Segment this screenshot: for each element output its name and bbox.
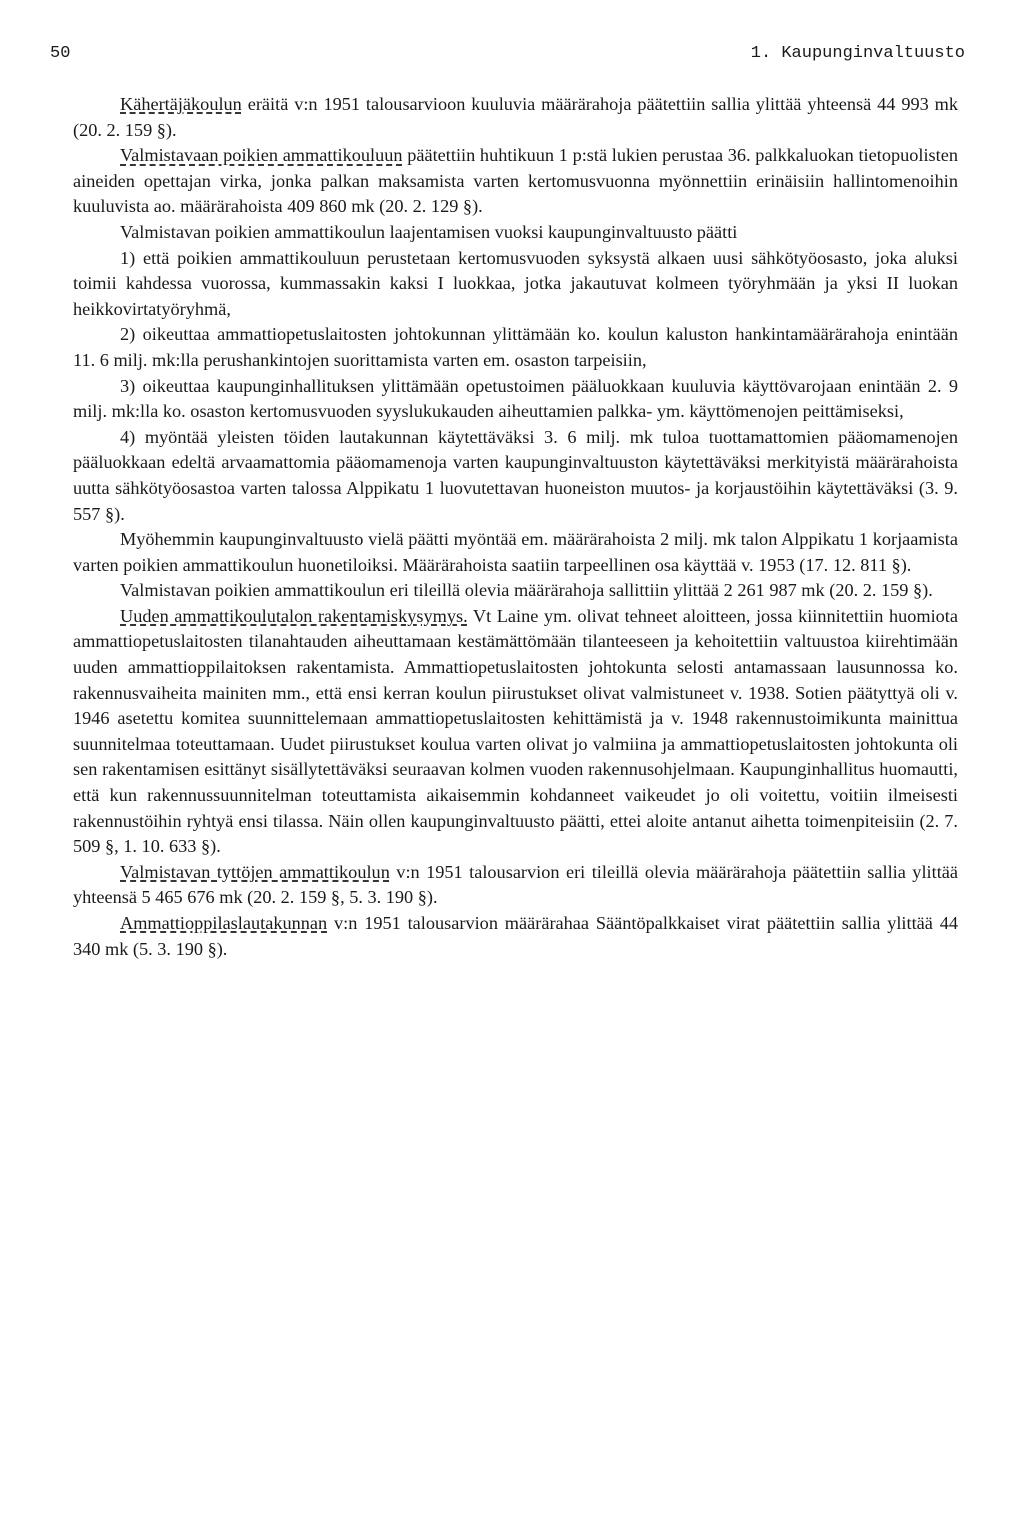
paragraph-text: 3) oikeuttaa kaupunginhallituksen ylittämään opetustoimen pääluokkaan kuuluvia käyttövarojaan enintään 2. 9 milj. mk:lla ko. osaston kertomusvuoden syyslukukauden aiheuttamien palkka- ym. käyttömenojen peittämiseksi, (73, 375, 958, 422)
running-title: 1. Kaupunginvaltuusto (750, 44, 965, 63)
paragraph-text: eräitä v:n 1951 talousarvioon kuuluvia määrärahoja päätettiin sallia ylittää yhteensä 44 993 mk (20. 2. 159 §). (73, 94, 958, 140)
paragraph (73, 374, 958, 425)
paragraph (73, 220, 958, 246)
paragraph (73, 604, 958, 860)
paragraph-text: 1) että poikien ammattikouluun perustetaan kertomusvuoden syksystä alkaen uusi sähkötyöosasto, joka aluksi toimii kahdessa vuorossa, kummassakin kaksi I luokkaa, jotka jakautuvat kolmeen työryhmään ja yksi II luokan heikkovirtatyöryhmä, (73, 247, 958, 319)
paragraph-text: Myöhemmin kaupunginvaltuusto vielä päätti myöntää em. määrärahoista 2 milj. mk talon Alppikatu 1 korjaamista varten poikien ammattikoulun huonetiloiksi. Määrärahoista saatiin tarpeellinen osa käyttää v. 1953 (17. 12. 811 §). (73, 529, 958, 575)
paragraph-text: Vt Laine ym. olivat tehneet aloitteen, jossa kiinnitettiin huomiota ammattiopetuslaitosten tilanahtauden aiheuttamaan kestämättömään tilanteeseen ja kehoitettiin valtuustoa kiirehtimään uuden ammattioppilaitoksen rakentamista. Ammattiopetuslaitosten johtokunta selosti antamassaan lausunnossa ko. rakennusvaiheita mainiten mm., että ensi kerran koulun piirustukset olivat valmistuneet v. 1938. Sotien päätyttyä oli v. 1946 asetettu komitea suunnittelemaan ammattiopetuslaitosten kehittämistä ja v. 1948 rakennustoimikunta mainittua suunnitelmaa toteuttamaan. Uudet piirustukset koulua varten olivat jo valmiina ja ammattiopetuslaitosten johtokunta oli sen rakentamisen esittänyt sisällytettäväksi seuraavan kolmen vuoden rakennusohjelmaan. Kaupunginhallitus huomautti, että kun rakennussuunnitelman toteuttamista aikaisemmin kohdanneet vaikeudet jo oli voitettu, voitiin ilmeisesti rakennustöihin ryhtyä ensi tilassa. Näin ollen kaupunginvaltuusto päätti, ettei aloite antanut aihetta toimenpiteisiin (2. 7. 509 §, 1. 10. 633 §). (73, 605, 958, 857)
paragraph-text: Valmistavan poikien ammattikoulun laajentamisen vuoksi kaupunginvaltuusto päätti (120, 221, 738, 242)
paragraph-text: 4) myöntää yleisten töiden lautakunnan käytettäväksi 3. 6 milj. mk tuloa tuottamattomien pääomamenojen pääluokkaan edeltä arvaamattomia pääomamenoja varten kaupunginvaltuuston käytettäväksi merkityistä määrärahoista uutta sähkötyöosastoa varten talossa Alppikatu 1 luovutettavan huoneiston muutos- ja korjaustöihin käytettäväksi (3. 9. 557 §). (73, 426, 958, 524)
paragraph-text: päätettiin huhtikuun 1 p:stä lukien perustaa 36. palkkaluokan tietopuolisten aineiden opettajan virka, jonka palkan maksamista varten kertomusvuonna myönnettiin erinäisiin hallintomenoihin kuuluvista ao. määrärahoista 409 860 mk (20. 2. 129 §). (73, 145, 958, 217)
page-header (50, 44, 965, 74)
paragraph (73, 911, 958, 962)
paragraph (73, 246, 958, 323)
paragraph (73, 527, 958, 578)
paragraph-lead: Kähertäjäkoulun (120, 94, 242, 114)
paragraph (73, 425, 958, 527)
paragraph-text: Valmistavan poikien ammattikoulun eri tileillä olevia määrärahoja sallittiin ylittää 2 261 987 mk (20. 2. 159 §). (120, 580, 933, 601)
paragraph-text: 2) oikeuttaa ammattiopetuslaitosten johtokunnan ylittämään ko. koulun kaluston hankintamäärärahoja enintään 11. 6 milj. mk:lla perushankintojen suorittamista varten em. osaston tarpeisiin, (73, 324, 958, 370)
paragraph-text: v:n 1951 talousarvion eri tileillä olevia määrärahoja päätettiin sallia ylittää yhteensä 5 465 676 mk (20. 2. 159 §, 5. 3. 190 §). (73, 861, 958, 908)
paragraph (73, 860, 958, 911)
body-text (73, 92, 958, 962)
paragraph-lead: Valmistavaan poikien ammattikouluun (120, 145, 403, 166)
paragraph-lead: Valmistavan tyttöjen ammattikoulun (120, 861, 390, 882)
paragraph (73, 143, 958, 220)
page-number: 50 (50, 44, 71, 63)
paragraph (73, 578, 958, 604)
paragraph-text: v:n 1951 talousarvion määrärahaa Sääntöpalkkaiset virat päätettiin sallia ylittää 44 340 mk (5. 3. 190 §). (73, 913, 958, 959)
paragraph (73, 322, 958, 373)
paragraph-lead: Uuden ammattikoulutalon rakentamiskysymys. (120, 605, 468, 626)
paragraph (73, 92, 958, 143)
paragraph-lead: Ammattioppilaslautakunnan (120, 913, 328, 933)
